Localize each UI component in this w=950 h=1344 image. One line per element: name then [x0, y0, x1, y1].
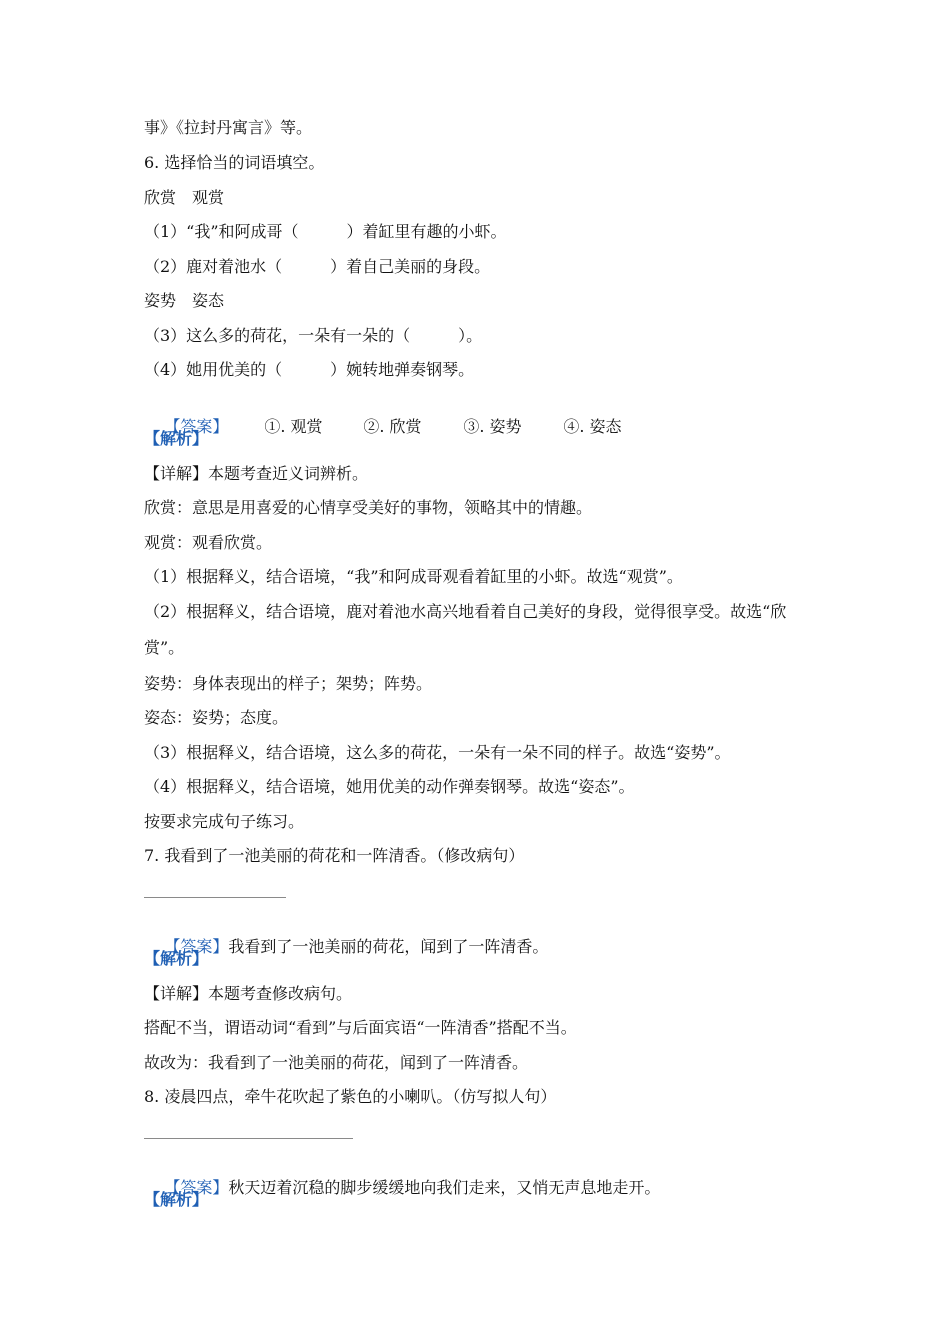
answer-tag: 【答案】 — [164, 1178, 229, 1197]
answer-text: 秋天迈着沉稳的脚步缓缓地向我们走来，又悄无声息地走开。 — [228, 1178, 661, 1197]
analysis-tag: 【解析】 — [144, 429, 209, 448]
detail-line: 【详解】本题考查近义词辨析。 — [144, 464, 369, 483]
detail-line: 【详解】本题考查修改病句。 — [144, 984, 353, 1003]
text-line: 故改为：我看到了一池美丽的荷花，闻到了一阵清香。 — [144, 1053, 529, 1072]
answer-item-4: ④. 姿态 — [563, 417, 622, 436]
question-6-item-1: （1）“我”和阿成哥（ ）着缸里有趣的小虾。 — [144, 222, 507, 241]
answer-row-q8 — [144, 1155, 660, 1221]
analysis-tag: 【解析】 — [144, 949, 209, 968]
word-options-1: 欣赏 观赏 — [144, 188, 225, 207]
text-line: （2）根据释义，结合语境，鹿对着池水高兴地看着自己美好的身段，觉得很享受。故选“欣 — [144, 602, 787, 621]
text-line: （4）根据释义，结合语境，她用优美的动作弹奏钢琴。故选“姿态”。 — [144, 777, 635, 796]
answer-blank-line — [144, 1138, 353, 1139]
text-line: （1）根据释义，结合语境，“我”和阿成哥观看着缸里的小虾。故选“观赏”。 — [144, 567, 683, 586]
text-line: 搭配不当，谓语动词“看到”与后面宾语“一阵清香”搭配不当。 — [144, 1018, 577, 1037]
question-6-item-3: （3）这么多的荷花，一朵有一朵的（ ）。 — [144, 326, 483, 345]
analysis-tag: 【解析】 — [144, 1190, 209, 1209]
section-heading: 按要求完成句子练习。 — [144, 812, 305, 831]
question-6-item-4: （4）她用优美的（ ）婉转地弹奏钢琴。 — [144, 360, 475, 379]
text-line: 姿势：身体表现出的样子；架势；阵势。 — [144, 674, 433, 693]
text-line: （3）根据释义，结合语境，这么多的荷花，一朵有一朵不同的样子。故选“姿势”。 — [144, 743, 731, 762]
question-6-item-2: （2）鹿对着池水（ ）着自己美丽的身段。 — [144, 257, 491, 276]
answer-item-3: ③. 姿势 — [463, 417, 522, 436]
answer-item-1: ①. 观赏 — [264, 417, 323, 436]
question-7-title: 7. 我看到了一池美丽的荷花和一阵清香。（修改病句） — [144, 846, 525, 865]
word-options-2: 姿势 姿态 — [144, 291, 225, 310]
answer-tag: 【答案】 — [164, 417, 229, 436]
answer-item-2: ②. 欣赏 — [363, 417, 422, 436]
text-line: 欣赏：意思是用喜爱的心情享受美好的事物，领略其中的情趣。 — [144, 498, 593, 517]
text-line: 赏”。 — [144, 638, 185, 657]
answer-tag: 【答案】 — [164, 937, 229, 956]
answer-row-q7 — [144, 914, 548, 980]
text-line: 姿态：姿势；态度。 — [144, 708, 289, 727]
text-line: 事》《拉封丹寓言》等。 — [144, 118, 313, 137]
question-8-title: 8. 凌晨四点，牵牛花吹起了紫色的小喇叭。（仿写拟人句） — [144, 1087, 557, 1106]
text-line: 观赏：观看欣赏。 — [144, 533, 273, 552]
answer-text: 我看到了一池美丽的荷花，闻到了一阵清香。 — [228, 937, 549, 956]
question-6-title: 6. 选择恰当的词语填空。 — [144, 153, 325, 172]
answer-row-q6 — [144, 394, 622, 460]
answer-blank-line — [144, 897, 286, 898]
